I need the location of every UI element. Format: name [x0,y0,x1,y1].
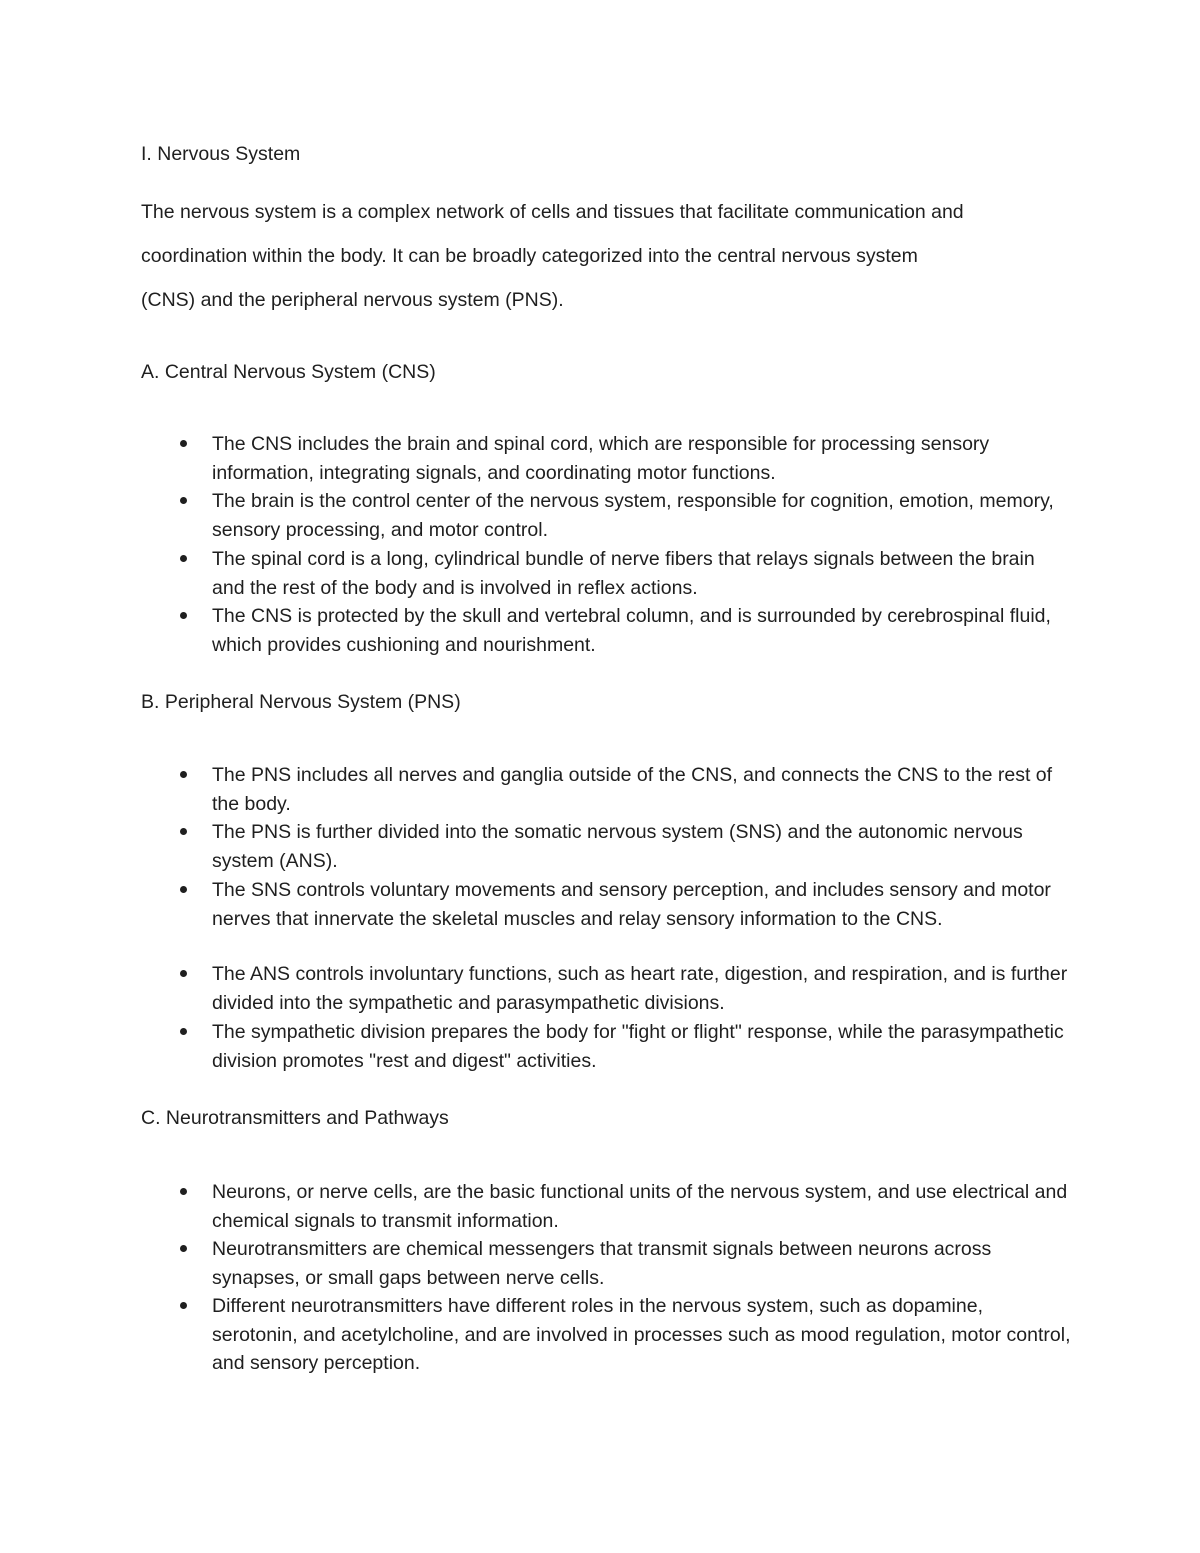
list-item: The CNS is protected by the skull and vertebral column, and is surrounded by cerebrospinal fluid, which provides cushioning and nourishment. [212,605,1051,656]
document-heading: I. Nervous System [141,143,301,165]
bullet-dot [180,440,187,447]
list-item: The CNS includes the brain and spinal cord, which are responsible for processing sensory information, integrating signals, and coordinating motor functions. [212,433,990,484]
bullet-dot [180,771,187,778]
intro-line-2: coordination within the body. It can be broadly categorized into the central nervous system [141,245,918,267]
list-item: The ANS controls involuntary functions, such as heart rate, digestion, and respiration, and is further divided into the sympathetic and parasympathetic divisions. [212,963,1068,1014]
list-item: The sympathetic division prepares the body for "fight or flight" response, while the parasympathetic division promotes "rest and digest" activities. [212,1021,1064,1072]
list-item: The PNS is further divided into the somatic nervous system (SNS) and the autonomic nervous system (ANS). [212,821,1023,872]
intro-line-3: (CNS) and the peripheral nervous system (PNS). [141,289,564,311]
list-item: The brain is the control center of the nervous system, responsible for cognition, emotion, memory, sensory processing, and motor control. [212,490,1054,541]
bullet-dot [180,555,187,562]
list-item: The PNS includes all nerves and ganglia outside of the CNS, and connects the CNS to the rest of the body. [212,764,1053,815]
section-title-pns: B. Peripheral Nervous System (PNS) [141,691,461,713]
intro-line-1: The nervous system is a complex network of cells and tissues that facilitate communication and [141,201,964,223]
list-item: The SNS controls voluntary movements and sensory perception, and includes sensory and motor nerves that innervate the skeletal muscles and relay sensory information to the CNS. [212,879,1051,930]
bullet-dot [180,886,187,893]
list-item: The spinal cord is a long, cylindrical bundle of nerve fibers that relays signals between the brain and the rest of the body and is involved in reflex actions. [212,548,1035,599]
bullet-dot [180,1188,187,1195]
bullet-dot [180,1302,187,1309]
list-item: Neurons, or nerve cells, are the basic functional units of the nervous system, and use electrical and chemical signals to transmit information. [212,1181,1068,1232]
bullet-dot [180,1028,187,1035]
bullet-dot [180,612,187,619]
list-item: Different neurotransmitters have different roles in the nervous system, such as dopamine, serotonin, and acetylcholine, and are involved in processes such as mood regulation, motor control, and sensory perception. [212,1295,1071,1374]
section-title-cns: A. Central Nervous System (CNS) [141,361,436,383]
section-title-neurotransmitters: C. Neurotransmitters and Pathways [141,1107,449,1129]
list-item: Neurotransmitters are chemical messengers that transmit signals between neurons across synapses, or small gaps between nerve cells. [212,1238,992,1289]
bullet-dot [180,497,187,504]
bullet-dot [180,1245,187,1252]
bullet-dot [180,970,187,977]
bullet-dot [180,828,187,835]
